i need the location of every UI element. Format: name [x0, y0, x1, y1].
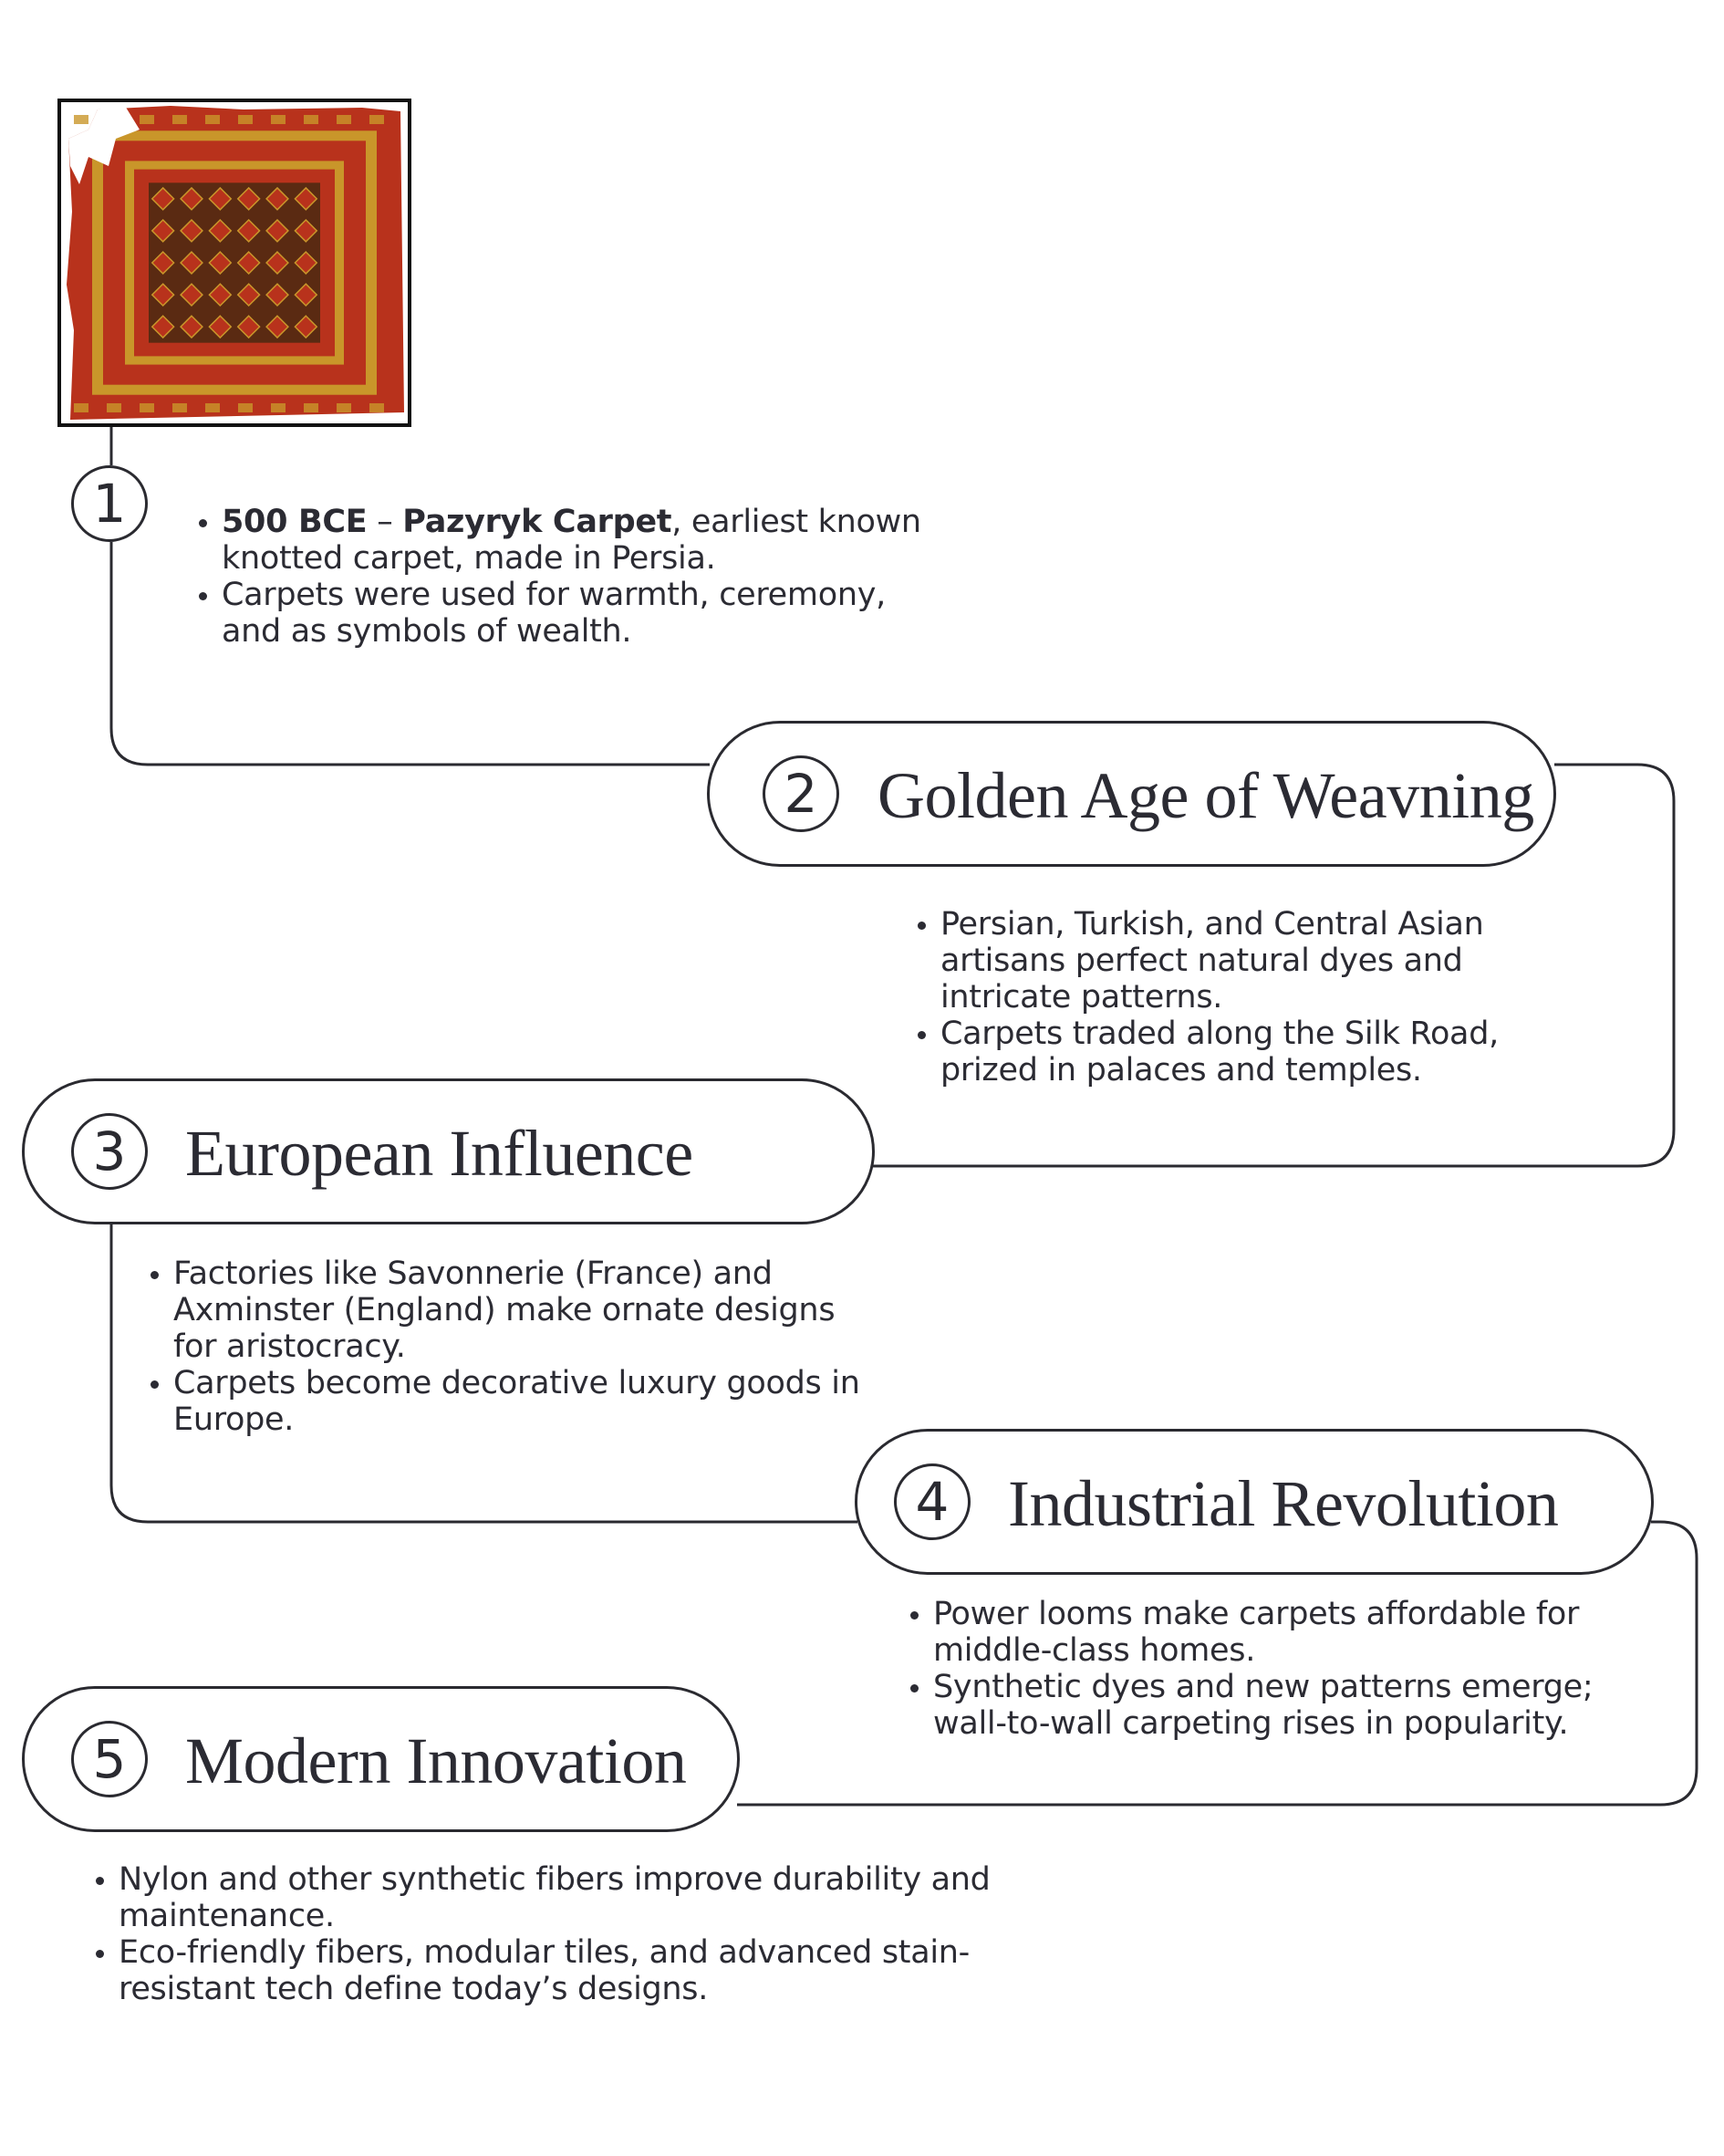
step-5-bullet-1: • Nylon and other synthetic fibers improve durability and maintenance. [119, 1861, 1013, 1934]
step-1-carpet-name: Pazyryk Carpet [402, 504, 672, 540]
step-1-bullet-2: • Carpets were used for warmth, ceremony, and as symbols of wealth. [222, 577, 933, 650]
step-3-number-circle [71, 1113, 148, 1190]
carpet-border-figure [140, 403, 154, 412]
step-4-number-circle [894, 1463, 971, 1540]
step-1-bullet-1-rest: , earliest known knotted carpet, made in Persia. [222, 504, 921, 577]
carpet-border-figure [337, 403, 351, 412]
step-2-title: Golden Age of Weavning [878, 759, 1534, 832]
carpet-border-figure [74, 403, 88, 412]
carpet-border-figure [271, 115, 286, 124]
carpet-border-figure [271, 403, 286, 412]
step-2-number: 2 [784, 763, 818, 825]
step-4-bullet-1: • Power looms make carpets affordable for middle-class homes. [933, 1596, 1663, 1669]
carpet-border-figure [205, 403, 220, 412]
step-5-title: Modern Innovation [185, 1724, 687, 1797]
carpet-border-figure [304, 403, 318, 412]
carpet-border-figure [74, 115, 88, 124]
step-1-bullet-1 [222, 504, 933, 577]
step-5-number-circle [71, 1721, 148, 1797]
carpet-border-figure [140, 115, 154, 124]
carpet-border-figure [172, 403, 187, 412]
carpet-border-figure [238, 115, 253, 124]
carpet-border-figure [107, 403, 121, 412]
carpet-border-figure [369, 115, 384, 124]
step-2-number-circle [763, 755, 839, 832]
carpet-border-figure [337, 115, 351, 124]
step-3-title: European Influence [185, 1117, 693, 1190]
step-3-bullet-1: • Factories like Savonnerie (France) and Axminster (England) make ornate designs for aristocracy. [173, 1255, 885, 1365]
step-4-bullet-2: • Synthetic dyes and new patterns emerge; wall-to-wall carpeting rises in popularity. [933, 1669, 1663, 1742]
step-2-bullet-2: • Carpets traded along the Silk Road, prized in palaces and temples. [940, 1016, 1579, 1088]
step-5-bullet-2: • Eco-friendly fibers, modular tiles, and advanced stain-resistant tech define today’s designs. [119, 1934, 1013, 2007]
carpet-border-figure [369, 403, 384, 412]
step-4-number: 4 [915, 1471, 950, 1533]
carpet-border-figure [238, 403, 253, 412]
step-3-bullet-2: • Carpets become decorative luxury goods in Europe. [173, 1365, 885, 1438]
step-3-bullet-list [139, 1255, 885, 1438]
step-5-bullet-list [84, 1861, 1013, 2007]
step-1-date: 500 BCE [222, 504, 368, 540]
carpet-border-figure [172, 115, 187, 124]
step-1-number-circle [71, 465, 148, 542]
step-4-bullet-list [898, 1596, 1663, 1742]
step-1-number: 1 [92, 473, 127, 535]
step-1-bullet-list [187, 504, 933, 650]
step-3-number: 3 [92, 1120, 127, 1182]
step-2-bullet-1: • Persian, Turkish, and Central Asian artisans perfect natural dyes and intricate patterns. [940, 906, 1579, 1016]
carpet-border-figure [205, 115, 220, 124]
step-4-title: Industrial Revolution [1008, 1467, 1559, 1540]
carpet-illustration [61, 102, 408, 423]
step-5-number: 5 [92, 1728, 127, 1790]
carpet-border-figure [304, 115, 318, 124]
step-1-dash: – [367, 504, 403, 540]
step-2-bullet-list [906, 906, 1579, 1088]
pazyryk-carpet-photo [57, 99, 411, 427]
